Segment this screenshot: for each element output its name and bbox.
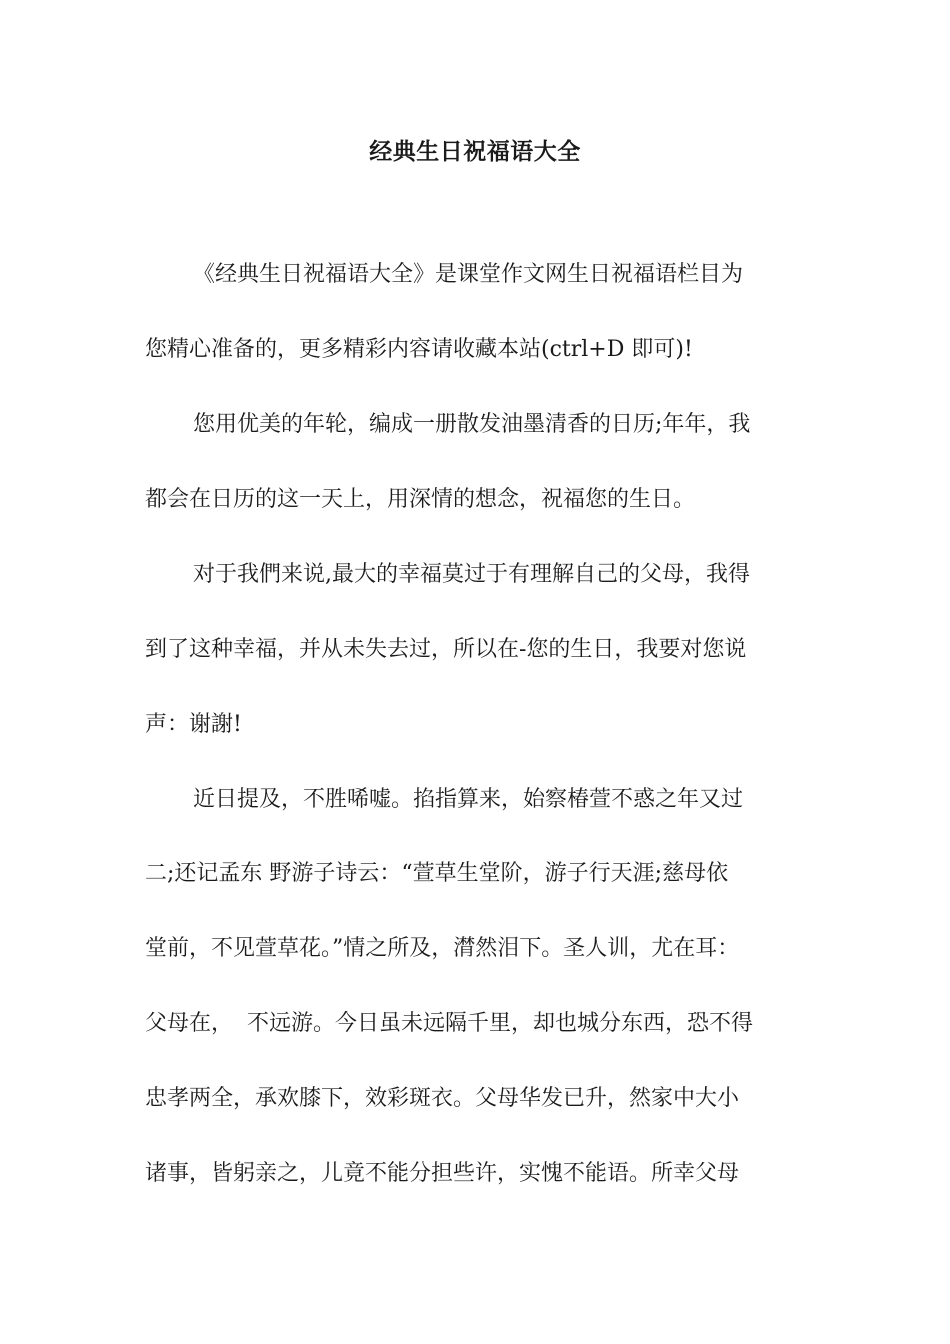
paragraph-line: 二;还记孟东 野游子诗云：“萱草生堂阶，游子行天涯;慈母依 xyxy=(145,861,729,886)
paragraph-line: 都会在日历的这一天上，用深情的想念，祝福您的生日。 xyxy=(145,487,696,512)
paragraph-line: 《经典生日祝福语大全》是课堂作文网生日祝福语栏目为 xyxy=(193,262,744,287)
paragraph-line: 您精心准备的，更多精彩内容请收藏本站(ctrl+D 即可)! xyxy=(145,337,693,362)
paragraph-line: 堂前，不见萱草花。”情之所及，潸然泪下。圣人训，尤在耳： xyxy=(145,936,740,961)
paragraph-line: 您用优美的年轮，编成一册散发油墨清香的日历;年年，我 xyxy=(193,412,751,437)
paragraph-line: 到了这种幸福，并从未失去过，所以在-您的生日，我要对您说 xyxy=(145,637,747,662)
document-title: 经典生日祝福语大全 xyxy=(369,139,581,165)
paragraph-line: 声：谢謝! xyxy=(145,712,242,737)
paragraph-line: 对于我們来说,最大的幸福莫过于有理解自己的父母，我得 xyxy=(193,562,750,587)
paragraph-line: 父母在， 不远游。今日虽未远隔千里，却也城分东西，恐不得 xyxy=(145,1011,753,1036)
paragraph-line: 诸事，皆躬亲之，儿竟不能分担些许，实愧不能语。所幸父母 xyxy=(145,1161,740,1186)
paragraph-line: 近日提及，不胜唏嘘。掐指算来，始察椿萱不惑之年又过 xyxy=(193,787,744,812)
paragraph-line: 忠孝两全，承欢膝下，效彩斑衣。父母华发已升，然家中大小 xyxy=(145,1086,740,1111)
